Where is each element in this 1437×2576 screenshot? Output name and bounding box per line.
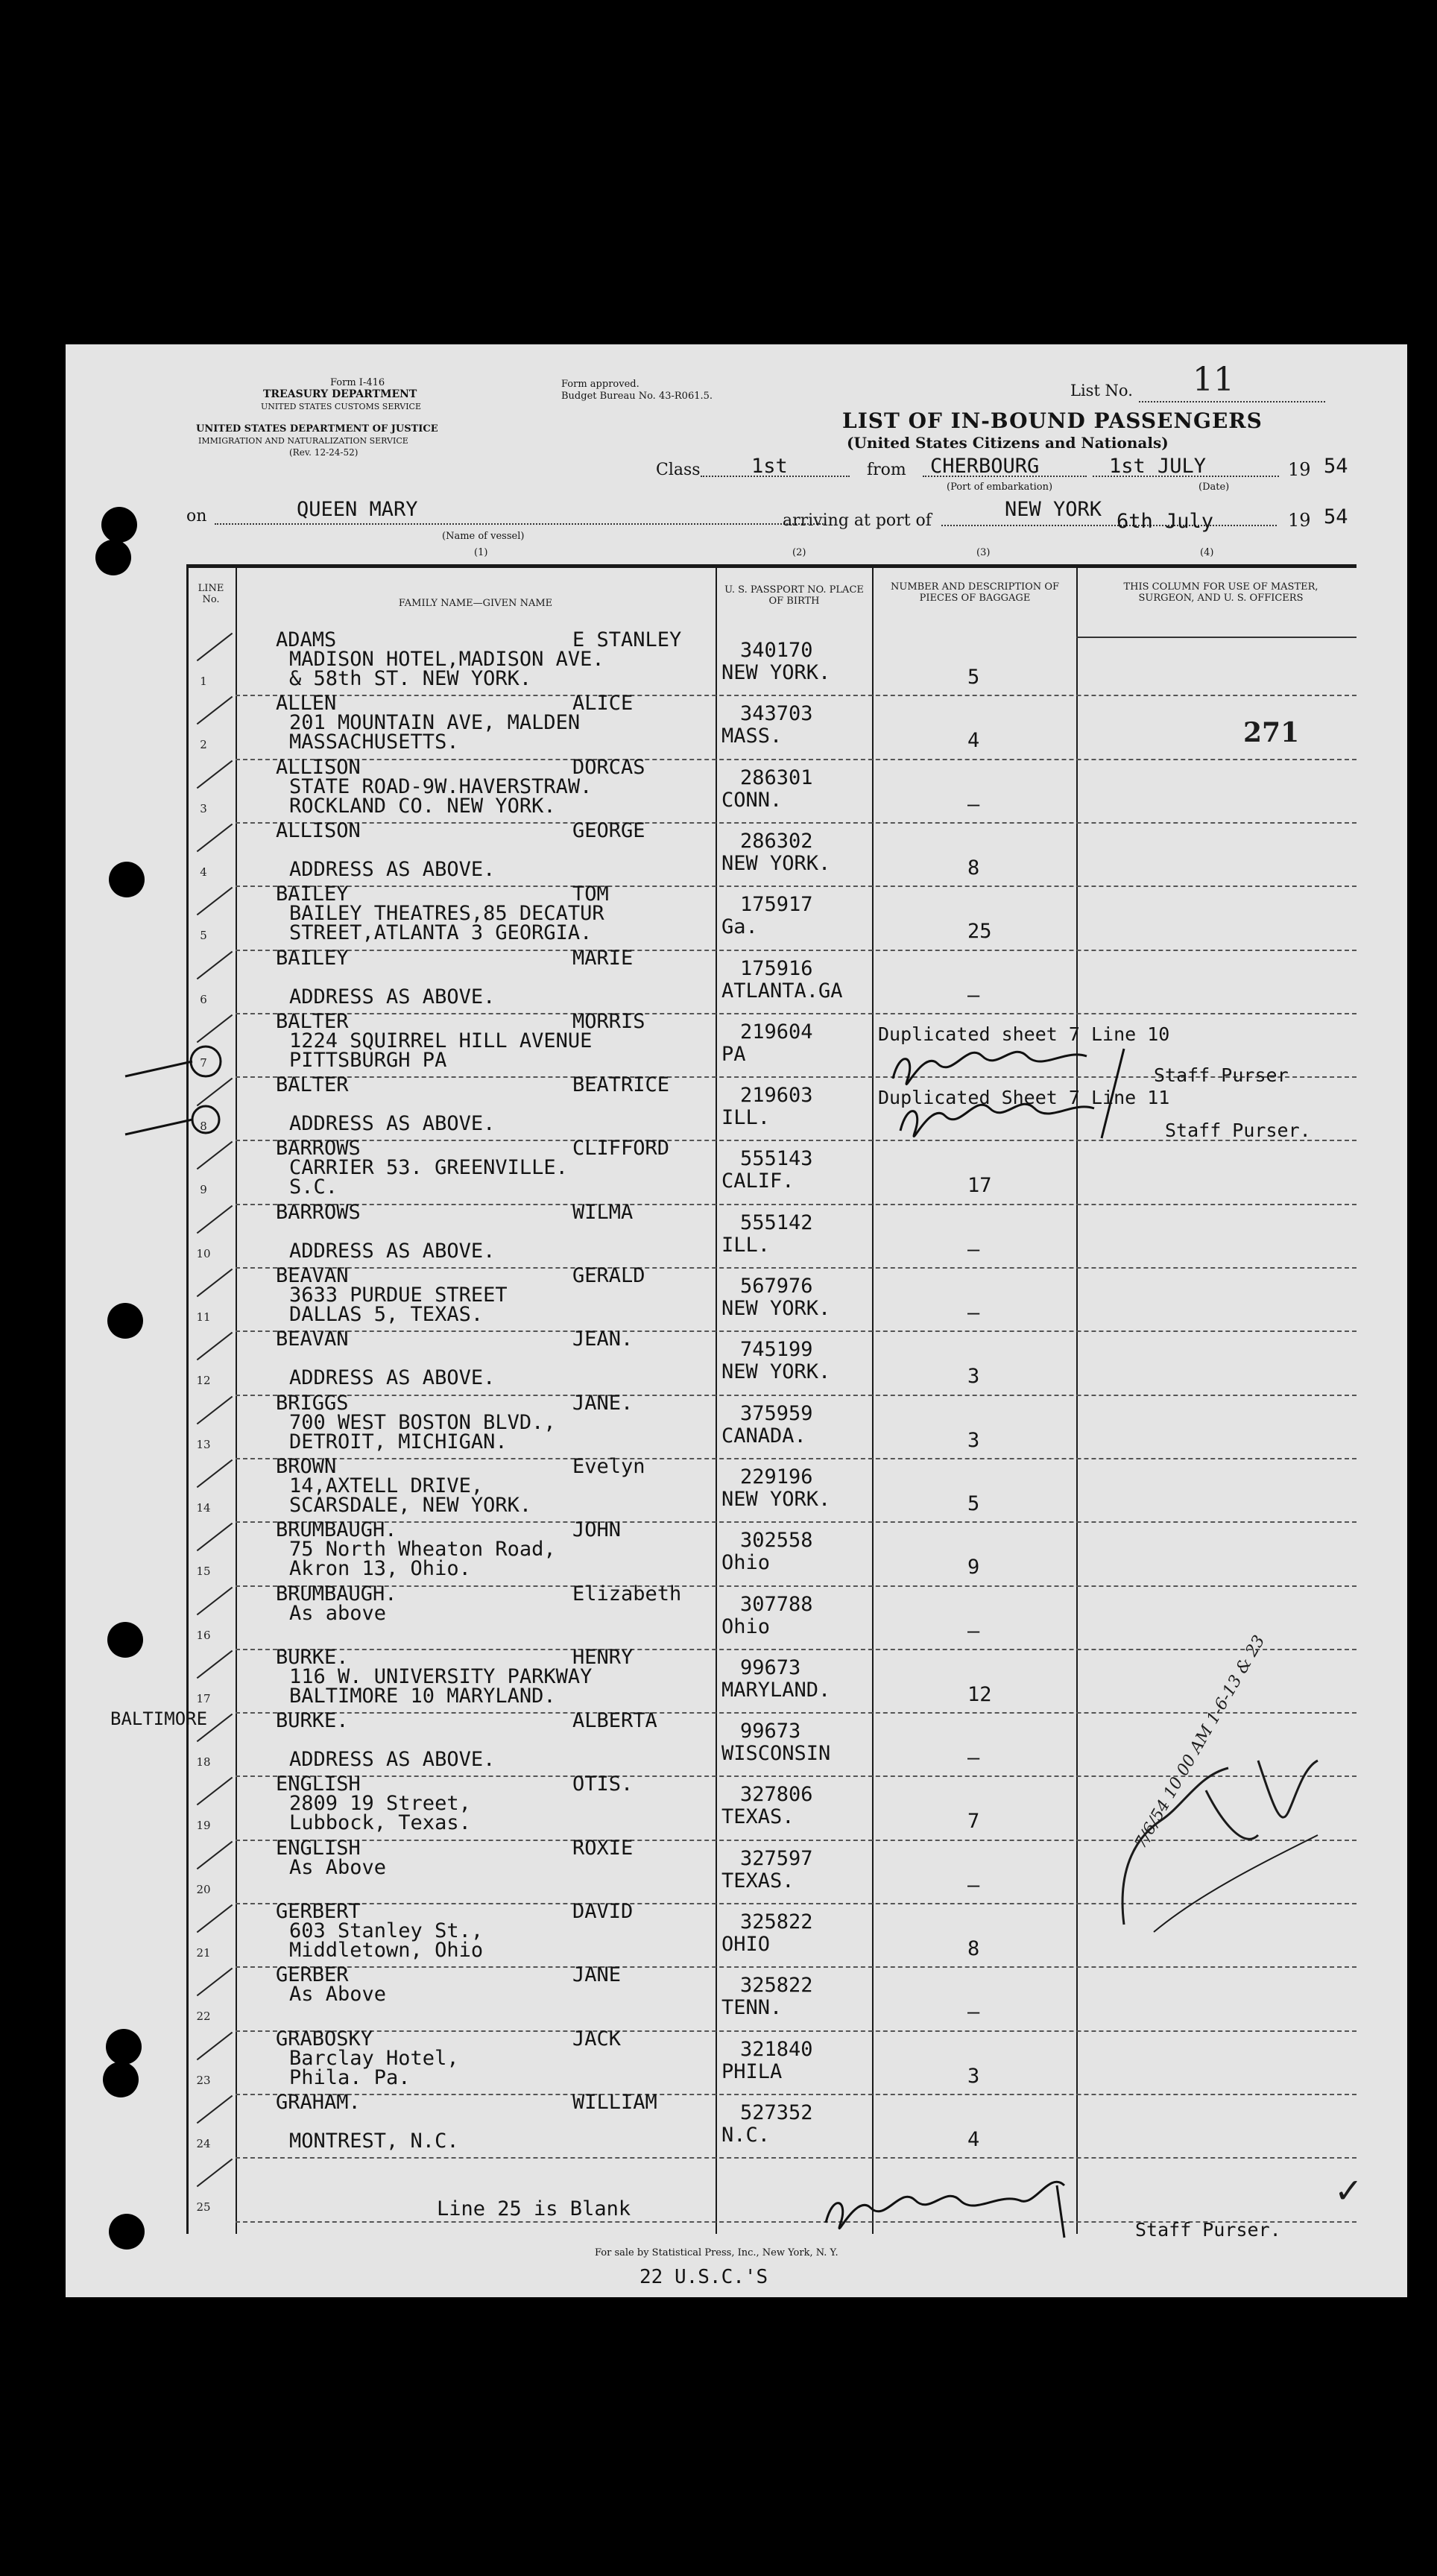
address-line-2: ADDRESS AS ABOVE. (289, 857, 496, 881)
address-line-1: CARRIER 53. GREENVILLE. (289, 1156, 568, 1180)
line-number: 15 (196, 1565, 211, 1579)
given-name: JANE. (572, 1391, 634, 1415)
passport-number: 567976 (740, 1275, 813, 1298)
given-name: TOM (572, 883, 609, 906)
address-line-1: BAILEY THEATRES,85 DECATUR (289, 902, 604, 926)
col-header-officers: THIS COLUMN FOR USE OF MASTER, SURGEON, AND U. S. OFFICERS (1123, 581, 1318, 604)
year-prefix-2: 19 (1288, 510, 1311, 531)
address-line-2: ADDRESS AS ABOVE. (289, 985, 496, 1008)
row-divider (236, 1649, 1357, 1650)
row-divider (236, 1521, 1357, 1523)
baggage-count: – (967, 792, 980, 816)
baggage-count: 7 (967, 1810, 980, 1834)
place-of-birth: TENN. (721, 1996, 783, 2020)
binder-hole (106, 2029, 142, 2065)
family-name: GRAHAM. (276, 2090, 361, 2114)
binder-hole (107, 1622, 143, 1658)
family-name: BARROWS (276, 1200, 361, 1224)
place-of-birth: Ga. (721, 915, 758, 939)
address-line-1: As Above (289, 1983, 387, 2007)
baggage-count: – (967, 1746, 980, 1770)
given-name: JOHN (572, 1518, 622, 1542)
line-number: 7 (200, 1055, 207, 1070)
line-number: 17 (196, 1691, 211, 1705)
baggage-count: 17 (967, 1174, 992, 1198)
hand-stamp-text: 7/6/54 10 00 AM 1-6-13 & 23 (1131, 1632, 1269, 1852)
given-name: GERALD (572, 1264, 645, 1287)
given-name: ALICE (572, 692, 634, 716)
row-divider (236, 1267, 1357, 1269)
line-number: 24 (196, 2136, 211, 2150)
passport-number: 307788 (740, 1592, 813, 1616)
address-line-1: 1224 SQUIRREL HILL AVENUE (289, 1029, 593, 1052)
given-name: CLIFFORD (572, 1137, 670, 1161)
col-header-name: FAMILY NAME—GIVEN NAME (398, 598, 553, 609)
col-header-line: LINE No. (198, 583, 224, 605)
family-name: BALTER (276, 1009, 349, 1033)
row-divider (236, 1966, 1357, 1968)
date-caption: (Date) (1198, 482, 1230, 493)
row-divider (236, 886, 1357, 887)
passport-number: 99673 (740, 1720, 801, 1743)
family-name: BARROWS (276, 1137, 361, 1161)
place-of-birth: N.C. (721, 2123, 771, 2147)
family-name: BRIGGS (276, 1391, 349, 1415)
baggage-count: – (967, 1873, 980, 1897)
passport-number: 219603 (740, 1084, 813, 1108)
address-line-2: & 58th ST. NEW YORK. (289, 667, 532, 690)
address-line-2: ADDRESS AS ABOVE. (289, 1239, 496, 1263)
row-divider (236, 950, 1357, 951)
column-divider (236, 564, 237, 2234)
line-number: 14 (196, 1500, 211, 1515)
class-value: 1st (751, 455, 788, 478)
row-divider (236, 695, 1357, 696)
given-name: E STANLEY (572, 628, 682, 651)
signature-purser (878, 1034, 1161, 1146)
passport-number: 286302 (740, 829, 813, 853)
place-of-birth: NEW YORK. (721, 1487, 831, 1511)
vessel-caption: (Name of vessel) (442, 531, 525, 542)
passport-number: 229196 (740, 1465, 813, 1489)
address-line-1: Barclay Hotel, (289, 2046, 459, 2070)
baggage-count: 25 (967, 920, 992, 944)
line-number: 3 (200, 801, 207, 815)
passport-number: 340170 (740, 639, 813, 662)
given-name: JACK (572, 2027, 622, 2051)
baggage-count: 9 (967, 1556, 980, 1579)
family-name: ENGLISH (276, 1836, 361, 1860)
given-name: OTIS. (572, 1772, 634, 1796)
given-name: DAVID (572, 1900, 634, 1923)
row-divider (236, 2094, 1357, 2095)
family-name: GRABOSKY (276, 2027, 373, 2051)
baggage-count: 4 (967, 729, 980, 753)
passport-number: 325822 (740, 1910, 813, 1933)
service-name-2: IMMIGRATION AND NATURALIZATION SERVICE (198, 436, 408, 446)
line-number: 22 (196, 2010, 211, 2024)
address-line-1: 2809 19 Street, (289, 1792, 471, 1816)
row-divider (236, 2030, 1357, 2032)
line-number: 9 (200, 1183, 207, 1197)
address-line-2: Akron 13, Ohio. (289, 1557, 471, 1581)
given-name: JANE (572, 1963, 622, 1987)
passport-number: 327597 (740, 1846, 813, 1870)
address-line-2: PITTSBURGH PA (289, 1048, 447, 1072)
address-line-2: MASSACHUSETTS. (289, 730, 459, 754)
baggage-count: 3 (967, 1365, 980, 1389)
address-line-1: 700 WEST BOSTON BLVD., (289, 1410, 556, 1434)
given-name: Elizabeth (572, 1582, 682, 1606)
baggage-count: 8 (967, 856, 980, 880)
passport-number: 555142 (740, 1210, 813, 1234)
check-mark: ✓ (1334, 2171, 1363, 2211)
given-name: WILMA (572, 1200, 634, 1224)
address-line-1: 3633 PURDUE STREET (289, 1284, 508, 1307)
address-line-1: 116 W. UNIVERSITY PARKWAY (289, 1664, 593, 1688)
line-number: 8 (200, 1120, 207, 1134)
baggage-count: – (967, 1619, 980, 1643)
baggage-count: Duplicated sheet 7 Line 10 (878, 1023, 1170, 1045)
family-name: BROWN (276, 1454, 337, 1478)
given-name: MARIE (572, 946, 634, 970)
row-divider (236, 822, 1357, 824)
class-label: Class (656, 461, 701, 479)
department-name: TREASURY DEPARTMENT (263, 388, 417, 400)
given-name: Evelyn (572, 1454, 645, 1478)
place-of-birth: NEW YORK. (721, 851, 831, 875)
column-divider (1076, 564, 1078, 2234)
family-name: ENGLISH (276, 1772, 361, 1796)
col-header-baggage: NUMBER AND DESCRIPTION OF PIECES OF BAGGAGE (890, 581, 1059, 604)
line-number: 10 (196, 1246, 211, 1260)
given-name: MORRIS (572, 1009, 645, 1033)
address-line-2: DALLAS 5, TEXAS. (289, 1303, 484, 1326)
place-of-birth: WISCONSIN (721, 1742, 831, 1766)
given-name: HENRY (572, 1645, 634, 1669)
list-no-value: 11 (1193, 361, 1234, 399)
line-number: 19 (196, 1819, 211, 1833)
passport-number: 375959 (740, 1401, 813, 1425)
address-line-2: Phila. Pa. (289, 2065, 411, 2089)
family-name: ALLISON (276, 755, 361, 779)
address-line-2: ADDRESS AS ABOVE. (289, 1366, 496, 1390)
staff-purser-note-2: Staff Purser. (1165, 1120, 1311, 1141)
passport-number: 175916 (740, 956, 813, 980)
address-line-1: 14,AXTELL DRIVE, (289, 1474, 484, 1497)
line-number: 16 (196, 1628, 211, 1642)
port-arrival: NEW YORK (1005, 498, 1102, 521)
line-number: 20 (196, 1882, 211, 1896)
staff-purser-bottom: Staff Purser. (1135, 2219, 1281, 2241)
address-line-2: ADDRESS AS ABOVE. (289, 1748, 496, 1772)
family-name: BAILEY (276, 946, 349, 970)
baggage-count: 3 (967, 2064, 980, 2088)
passport-number: 175917 (740, 893, 813, 917)
baggage-count: – (967, 983, 980, 1007)
family-name: ALLISON (276, 818, 361, 842)
address-line-1: 75 North Wheaton Road, (289, 1538, 556, 1562)
vessel-name: QUEEN MARY (297, 498, 418, 521)
family-name: BEAVAN (276, 1328, 349, 1351)
binder-hole (95, 540, 131, 575)
line-number: 18 (196, 1755, 211, 1770)
footer-code: 22 U.S.C.'S (639, 2266, 768, 2288)
signature-purser-bottom (811, 2178, 1139, 2245)
baggage-count: 4 (967, 2127, 980, 2151)
approved-label: Form approved. (561, 379, 639, 390)
year-arrival: 54 (1324, 505, 1348, 528)
line-number: 23 (196, 2073, 211, 2087)
line-number: 13 (196, 1437, 211, 1451)
address-line-1: 201 MOUNTAIN AVE, MALDEN (289, 711, 581, 735)
row-divider (236, 1585, 1357, 1587)
family-name: ADAMS (276, 628, 337, 651)
line-number: 6 (200, 992, 207, 1006)
port-embark-caption: (Port of embarkation) (947, 482, 1053, 493)
binder-hole (103, 2062, 139, 2097)
place-of-birth: CONN. (721, 788, 783, 812)
caption-1: (1) (474, 547, 488, 558)
line-number: 12 (196, 1374, 211, 1388)
place-of-birth: MASS. (721, 724, 783, 748)
passport-number: 343703 (740, 702, 813, 726)
budget-bureau: Budget Bureau No. 43-R061.5. (561, 391, 713, 402)
place-of-birth: Ohio (721, 1614, 771, 1638)
given-name: JEAN. (572, 1328, 634, 1351)
deletion-marks (118, 1030, 230, 1149)
staff-purser-note: Staff Purser (1154, 1064, 1289, 1086)
column-divider (716, 564, 717, 2234)
family-name: ALLEN (276, 692, 337, 716)
caption-4: (4) (1200, 547, 1214, 558)
year-embarkation: 54 (1324, 455, 1348, 478)
family-name: BAILEY (276, 883, 349, 906)
baggage-count: 12 (967, 1682, 992, 1706)
baggage-count: – (967, 1237, 980, 1261)
binder-hole (109, 862, 145, 897)
address-line-1: As above (289, 1601, 387, 1625)
revision: (Rev. 12-24-52) (289, 447, 359, 458)
address-line-2: DETROIT, MICHIGAN. (289, 1430, 508, 1453)
row-divider (236, 759, 1357, 760)
baggage-count: – (967, 2001, 980, 2024)
address-line-2: BALTIMORE 10 MARYLAND. (289, 1684, 556, 1708)
passport-number: 527352 (740, 2100, 813, 2124)
family-name: BRUMBAUGH. (276, 1518, 397, 1542)
footer-press: For sale by Statistical Press, Inc., New York, N. Y. (595, 2247, 838, 2258)
place-of-birth: PHILA (721, 2059, 783, 2083)
binder-hole (101, 507, 137, 543)
page-subtitle: (United States Citizens and Nationals) (847, 434, 1169, 452)
page-title: LIST OF IN-BOUND PASSENGERS (842, 408, 1263, 433)
line-number: 4 (200, 865, 207, 879)
address-line-1: 603 Stanley St., (289, 1919, 484, 1942)
baggage-count: – (967, 1301, 980, 1325)
baggage-count: Duplicated Sheet 7 Line 11 (878, 1087, 1170, 1109)
place-of-birth: PA (721, 1042, 746, 1066)
row-divider (236, 1330, 1357, 1332)
given-name: DORCAS (572, 755, 645, 779)
row-divider (236, 2157, 1357, 2159)
line-number: 11 (196, 1310, 211, 1324)
date-embarkation: 1st JULY (1109, 455, 1207, 478)
place-of-birth: NEW YORK. (721, 1360, 831, 1384)
passport-number: 745199 (740, 1338, 813, 1362)
row-divider (236, 1204, 1357, 1205)
row-divider (236, 1395, 1357, 1396)
line-number: 25 (196, 2200, 211, 2214)
family-name: BALTER (276, 1073, 349, 1097)
passport-number: 219604 (740, 1020, 813, 1044)
row-divider (236, 1013, 1357, 1014)
place-of-birth: ATLANTA.GA (721, 979, 843, 1003)
baggage-count: 3 (967, 1428, 980, 1452)
passport-number: 99673 (740, 1655, 801, 1679)
row-divider (236, 1458, 1357, 1459)
year-prefix: 19 (1288, 459, 1311, 480)
arriving-label: arriving at port of (783, 511, 932, 530)
place-of-birth: Ohio (721, 1551, 771, 1575)
address-line-2: ADDRESS AS ABOVE. (289, 1112, 496, 1136)
line-number: 21 (196, 1946, 211, 1960)
place-of-birth: NEW YORK. (721, 661, 831, 684)
passport-number: 321840 (740, 2037, 813, 2061)
given-name: GEORGE (572, 818, 645, 842)
place-of-birth: MARYLAND. (721, 1678, 831, 1702)
address-line-2: MONTREST, N.C. (289, 2129, 459, 2153)
caption-2: (2) (792, 547, 806, 558)
line-number: 1 (200, 675, 207, 688)
passport-number: 555143 (740, 1147, 813, 1171)
caption-3: (3) (976, 547, 991, 558)
place-of-birth: CANADA. (721, 1424, 806, 1448)
place-of-birth: CALIF. (721, 1169, 795, 1193)
place-of-birth: TEXAS. (721, 1869, 795, 1892)
col-header-passport: U. S. PASSPORT NO. PLACE OF BIRTH (724, 584, 864, 607)
column-divider (872, 564, 874, 2234)
address-line-2: Lubbock, Texas. (289, 1811, 471, 1835)
place-of-birth: ILL. (721, 1233, 771, 1257)
place-of-birth: ILL. (721, 1106, 771, 1130)
baggage-count: 8 (967, 1937, 980, 1960)
arrival-underline (941, 504, 1277, 526)
passport-number: 302558 (740, 1529, 813, 1553)
passport-number: 327806 (740, 1783, 813, 1807)
from-label: from (867, 461, 906, 479)
manifest-sheet (66, 344, 1407, 2297)
family-name: BURKE. (276, 1645, 349, 1669)
address-line-1: As Above (289, 1855, 387, 1879)
place-of-birth: OHIO (721, 1933, 771, 1956)
address-line-2: Line 25 is Blank (437, 2197, 631, 2221)
port-embarkation: CHERBOURG (930, 455, 1040, 478)
address-line-2: S.C. (289, 1175, 338, 1199)
address-line-2: Middletown, Ohio (289, 1939, 484, 1962)
place-of-birth: TEXAS. (721, 1805, 795, 1829)
line-number: 5 (200, 929, 207, 943)
given-name: WILLIAM (572, 2090, 657, 2114)
passport-number: 325822 (740, 1974, 813, 1998)
family-name: BRUMBAUGH. (276, 1582, 397, 1606)
address-line-2: ROCKLAND CO. NEW YORK. (289, 794, 556, 818)
passport-number: 286301 (740, 765, 813, 789)
address-line-1: STATE ROAD-9W.HAVERSTRAW. (289, 774, 593, 798)
margin-baltimore: BALTIMORE (110, 1708, 208, 1729)
form-number: Form I-416 (330, 377, 385, 388)
given-name: ROXIE (572, 1836, 634, 1860)
baggage-count: 5 (967, 666, 980, 689)
family-name: GERBERT (276, 1900, 361, 1923)
line-number: 2 (200, 738, 207, 752)
officer-col-rule (1076, 637, 1357, 638)
officer-number: 271 (1243, 717, 1300, 748)
address-line-2: SCARSDALE, NEW YORK. (289, 1493, 532, 1517)
binder-hole (107, 1303, 143, 1339)
service-name: UNITED STATES CUSTOMS SERVICE (261, 402, 421, 411)
on-label: on (186, 507, 207, 525)
address-line-1: MADISON HOTEL,MADISON AVE. (289, 648, 604, 671)
list-no-label: List No. (1070, 382, 1133, 400)
place-of-birth: NEW YORK. (721, 1297, 831, 1320)
family-name: GERBER (276, 1963, 349, 1987)
family-name: BURKE. (276, 1709, 349, 1733)
department-name-2: UNITED STATES DEPARTMENT OF JUSTICE (196, 423, 438, 435)
given-name: BEATRICE (572, 1073, 670, 1097)
row-divider (236, 1712, 1357, 1714)
given-name: ALBERTA (572, 1709, 657, 1733)
baggage-count: 5 (967, 1491, 980, 1515)
date-arrival: 6th July (1117, 510, 1214, 533)
family-name: BEAVAN (276, 1264, 349, 1287)
address-line-2: STREET,ATLANTA 3 GEORGIA. (289, 921, 593, 945)
binder-hole (109, 2214, 145, 2250)
